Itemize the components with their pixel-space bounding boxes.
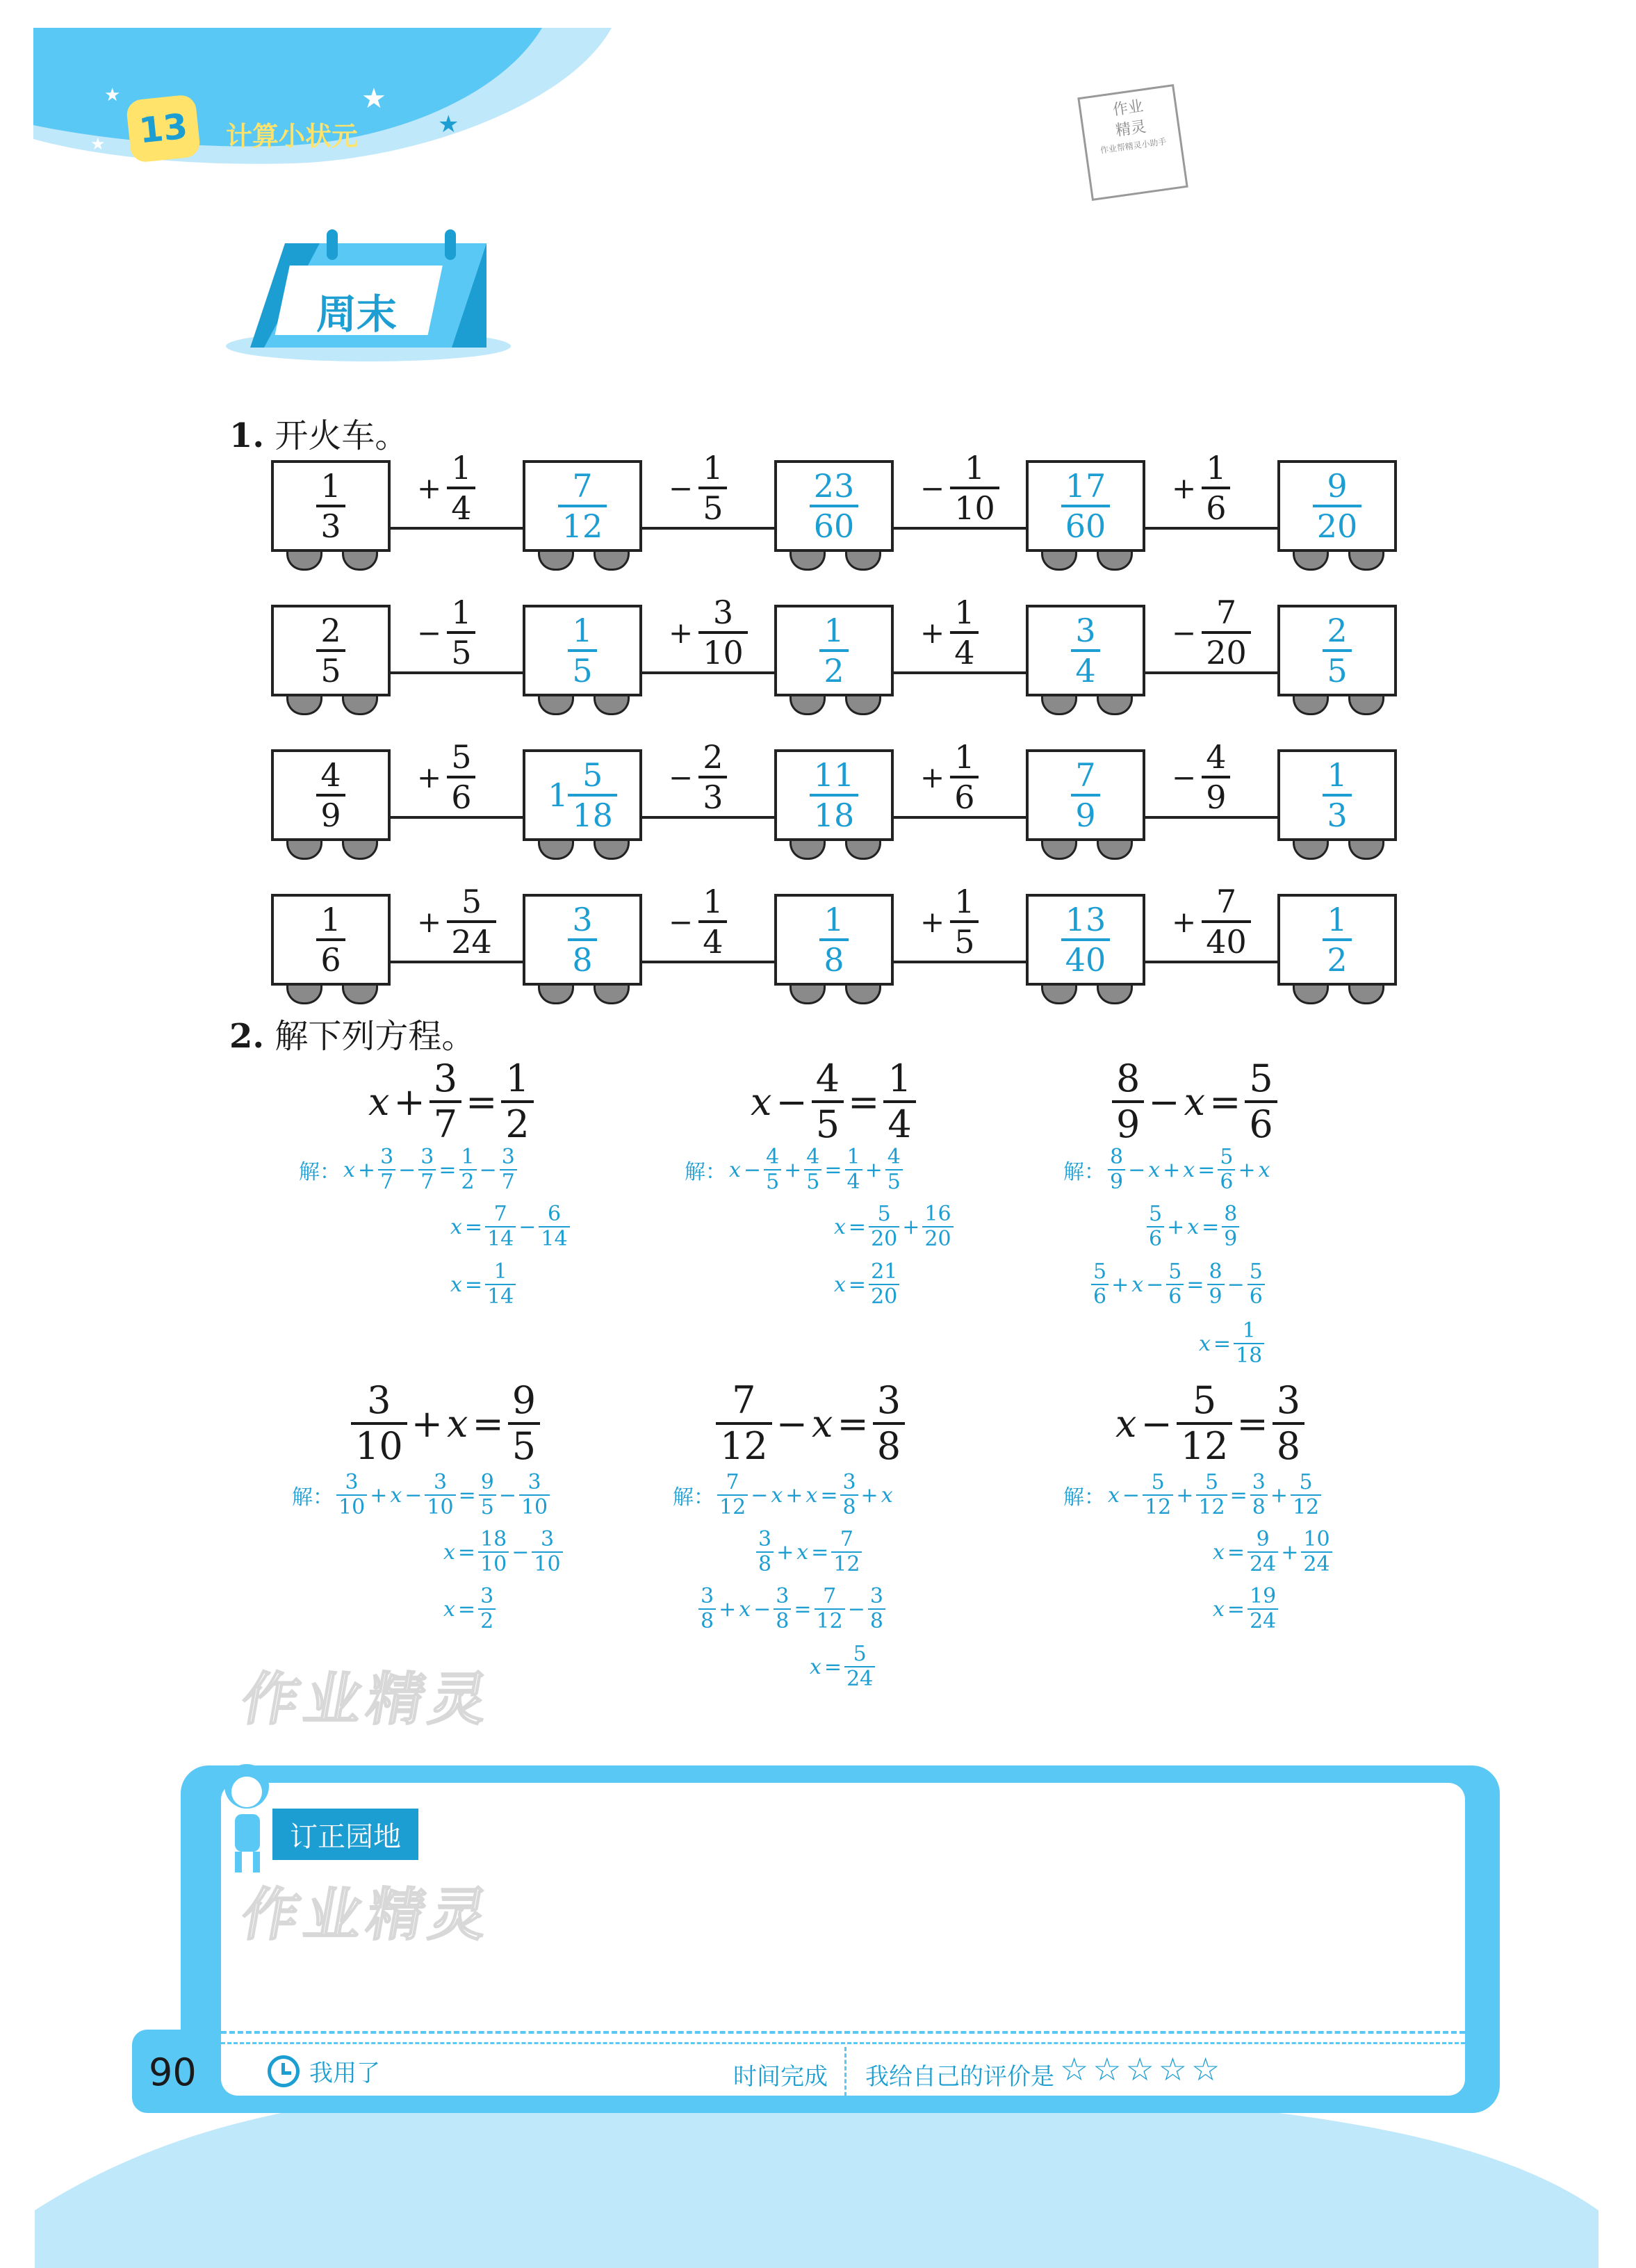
wheel [1097, 696, 1133, 715]
answer-whole: 1 [548, 776, 568, 814]
wheel [538, 841, 574, 860]
divider-vertical [844, 2047, 846, 2103]
wheel [1097, 552, 1133, 571]
train-operation [669, 596, 748, 669]
watermark-text: 作业精灵 [236, 1667, 499, 1733]
fraction: $\frac{1}{2}$ [819, 614, 848, 687]
time-label: 我用了 [309, 2059, 380, 2087]
fraction: $\frac{7}{12}$ [558, 470, 607, 542]
train-operation [920, 738, 979, 816]
train-operation [1172, 883, 1251, 961]
fraction: $\frac{2}{3}$ [698, 741, 727, 813]
header-banner [0, 0, 1636, 209]
train-coupling [391, 671, 523, 674]
fraction: $\frac{1}{6}$ [950, 741, 979, 813]
page-number: 90 [149, 2050, 197, 2094]
train-coupling [391, 527, 523, 530]
train-operation [669, 738, 727, 816]
wheel [538, 552, 574, 571]
time-suffix: 时间完成 [733, 2063, 828, 2091]
train-coupling [894, 961, 1026, 963]
solution-6-step1: 解： x − $\frac{5}{12}$ + $\frac{5}{12}$ = $\frac{3}{8}$ + $\frac{5}{12}$ [1063, 1472, 1321, 1518]
badge-digits: 13 [137, 106, 190, 152]
divider-dashed [221, 2031, 1465, 2034]
train-car-answer [1026, 749, 1145, 841]
wheel [594, 552, 630, 571]
wheel [1348, 841, 1384, 860]
wheel [845, 696, 881, 715]
fraction: $\frac{3}{8}$ [568, 904, 596, 976]
fraction: $\frac{2}{5}$ [1323, 614, 1351, 687]
fraction: $\frac{7}{40}$ [1202, 886, 1251, 958]
solve-prefix: 解： [1063, 1160, 1105, 1184]
fraction: $\frac{5}{6}$ [447, 741, 475, 813]
solution-2-step2: x = $\frac{5}{20}$ + $\frac{16}{20}$ [834, 1204, 954, 1250]
equation-6: x − $\frac{5}{12}$ = $\frac{3}{8}$ [1115, 1382, 1304, 1465]
wheel [594, 841, 630, 860]
train-operation [920, 449, 999, 527]
solution-5-step3: $\frac{3}{8}$ + x − $\frac{3}{8}$ = $\frac{7}{12}$ − $\frac{3}{8}$ [698, 1586, 885, 1632]
fraction: $\frac{13}{40}$ [1061, 904, 1111, 976]
operator-sign: + [1172, 904, 1197, 939]
fraction: $\frac{1}{5}$ [950, 886, 979, 958]
answer [558, 467, 607, 545]
solution-2-step3: x = $\frac{21}{20}$ [834, 1262, 899, 1307]
wheel [1041, 552, 1077, 571]
svg-text:★: ★ [438, 111, 459, 138]
svg-text:★: ★ [104, 85, 121, 106]
fraction: $\frac{1}{5}$ [568, 614, 596, 687]
fraction: $\frac{7}{20}$ [1202, 596, 1251, 669]
wheel [286, 841, 322, 860]
fraction: $\frac{1}{5}$ [447, 596, 475, 669]
alarm-clock-icon [268, 2055, 300, 2087]
train-coupling [642, 816, 774, 819]
solve-prefix: 解： [299, 1160, 341, 1184]
series-title: 计算小状元 [226, 121, 359, 152]
q2-heading [229, 1009, 475, 1057]
fraction: $\frac{4}{9}$ [1202, 741, 1230, 813]
wheel [1097, 986, 1133, 1004]
wheel [790, 552, 826, 571]
wheel [1041, 696, 1077, 715]
fraction: $\frac{1}{2}$ [1323, 904, 1351, 976]
svg-text:★: ★ [90, 134, 106, 154]
wheel [286, 986, 322, 1004]
wheel [1293, 552, 1329, 571]
answer [568, 612, 596, 690]
wheel [594, 696, 630, 715]
wheel [286, 696, 322, 715]
answer [1071, 612, 1099, 690]
train-coupling [894, 671, 1026, 674]
fraction: $\frac{11}{18}$ [810, 759, 859, 831]
answer [1323, 901, 1351, 979]
solution-3-step4: x = $\frac{1}{18}$ [1199, 1321, 1264, 1366]
train-operation [1172, 449, 1230, 527]
wheel [845, 986, 881, 1004]
answer [1061, 901, 1111, 979]
wheel [1041, 986, 1077, 1004]
fraction: $\frac{1}{4}$ [447, 452, 475, 524]
train-operation [417, 596, 475, 669]
watermark-text-2: 作业精灵 [236, 1882, 499, 1948]
train-car-answer [774, 749, 894, 841]
solve-prefix: 解： [292, 1485, 334, 1510]
train-car-answer [1277, 460, 1397, 552]
wheel [790, 986, 826, 1004]
train-car-answer [1026, 605, 1145, 696]
wheel [342, 986, 378, 1004]
train-coupling [1145, 527, 1277, 530]
fraction: $\frac{23}{60}$ [810, 470, 859, 542]
time-row [268, 2054, 380, 2088]
fraction: $\frac{1}{3}$ [1323, 759, 1351, 831]
train-operation [920, 596, 979, 669]
solution-5-step1: 解： $\frac{7}{12}$ − x + x = $\frac{3}{8}$ + x [673, 1470, 893, 1519]
answer [810, 467, 859, 545]
solve-prefix: 解： [673, 1485, 714, 1510]
train-operation [1172, 738, 1230, 816]
fraction: $\frac{1}{6}$ [316, 904, 345, 976]
equation-2: x − $\frac{4}{5}$ = $\frac{1}{4}$ [751, 1060, 916, 1143]
train-coupling [894, 816, 1026, 819]
q2-title: 解下列方程。 [275, 1017, 475, 1056]
train-car-start [271, 460, 391, 552]
operator-sign: − [1172, 760, 1197, 794]
wheel [790, 696, 826, 715]
train-car-start [271, 605, 391, 696]
answer [1061, 467, 1111, 545]
solution-4-step1: 解： $\frac{3}{10}$ + x − $\frac{3}{10}$ = $\frac{9}{5}$ − $\frac{3}{10}$ [292, 1472, 550, 1518]
solution-3-step3: $\frac{5}{6}$ + x − $\frac{5}{6}$ = $\frac{8}{9}$ − $\frac{5}{6}$ [1091, 1262, 1265, 1307]
train-coupling [391, 961, 523, 963]
q1-title: 开火车。 [275, 416, 409, 455]
wheel [286, 552, 322, 571]
train-car-answer [1026, 894, 1145, 986]
solution-6-step2: x = $\frac{9}{24}$ + $\frac{10}{24}$ [1213, 1529, 1332, 1575]
operator-sign: − [920, 471, 945, 505]
equation-5: $\frac{7}{12}$ − x = $\frac{3}{8}$ [716, 1382, 905, 1465]
train-car-start [271, 749, 391, 841]
operator-sign: − [417, 615, 442, 650]
solution-4-step2: x = $\frac{18}{10}$ − $\frac{3}{10}$ [443, 1529, 563, 1575]
answer [568, 901, 596, 979]
operator-sign: − [669, 760, 694, 794]
train-car-answer [1026, 460, 1145, 552]
wheel [845, 552, 881, 571]
wheel [342, 552, 378, 571]
train-coupling [894, 527, 1026, 530]
train-coupling [642, 671, 774, 674]
wheel [538, 986, 574, 1004]
train-operation [920, 883, 979, 961]
train-coupling [642, 961, 774, 963]
solve-prefix: 解： [1063, 1485, 1105, 1510]
q1-heading [229, 409, 408, 457]
solution-6-step3: x = $\frac{19}{24}$ [1213, 1586, 1278, 1632]
fraction: $\frac{4}{9}$ [316, 759, 345, 831]
wheel [538, 696, 574, 715]
answer [810, 756, 859, 834]
operator-sign: − [1172, 615, 1197, 650]
solution-3-step2: $\frac{5}{6}$ + x = $\frac{8}{9}$ [1147, 1204, 1239, 1250]
answer [1071, 756, 1099, 834]
section-title: 周末 [316, 291, 398, 338]
equation-3: $\frac{8}{9}$ − x = $\frac{5}{6}$ [1112, 1060, 1277, 1143]
train-car-start [271, 894, 391, 986]
solution-1-step3: x = $\frac{1}{14}$ [450, 1262, 516, 1307]
wheel [1041, 841, 1077, 860]
stamp-line1: 作业 [1111, 97, 1145, 120]
fraction: $\frac{7}{9}$ [1071, 759, 1099, 831]
train-coupling [642, 527, 774, 530]
watermark-stamp [1077, 84, 1188, 201]
wheel [342, 841, 378, 860]
fraction: $\frac{2}{5}$ [316, 614, 345, 687]
answer [1313, 467, 1362, 545]
correction-title: 订正园地 [290, 1820, 401, 1853]
wheel [1293, 841, 1329, 860]
solution-1-step2: x = $\frac{7}{14}$ − $\frac{6}{14}$ [450, 1204, 570, 1250]
train-car-answer [523, 460, 642, 552]
fraction: $\frac{9}{20}$ [1313, 470, 1362, 542]
answer [1323, 612, 1351, 690]
wheel [790, 841, 826, 860]
operator-sign: + [920, 760, 945, 794]
fraction: $\frac{3}{10}$ [698, 596, 748, 669]
stamp-line2: 精灵 [1114, 118, 1147, 140]
fraction: $\frac{1}{3}$ [316, 470, 345, 542]
train-car-answer [774, 460, 894, 552]
series-badge [126, 94, 202, 163]
rating-label: 我给自己的评价是 [865, 2063, 1054, 2091]
solution-4-step3: x = $\frac{3}{2}$ [443, 1586, 496, 1632]
fraction: $\frac{5}{24}$ [447, 886, 496, 958]
fraction: $\frac{1}{4}$ [950, 596, 979, 669]
fraction: $\frac{1}{4}$ [698, 886, 727, 958]
stamp-line3: 作业帮精灵小助手 [1099, 136, 1168, 156]
train-car-answer [774, 605, 894, 696]
train-operation [1172, 596, 1251, 669]
wheel [594, 986, 630, 1004]
fraction: $\frac{3}{4}$ [1071, 614, 1099, 687]
train-car-answer [523, 894, 642, 986]
train-car-answer [523, 605, 642, 696]
operator-sign: + [417, 904, 442, 939]
equation-1: x + $\frac{3}{7}$ = $\frac{1}{2}$ [368, 1060, 534, 1143]
divider-dashed-2 [221, 2042, 1465, 2044]
train-operation [417, 883, 496, 961]
train-car-answer [1277, 894, 1397, 986]
solution-3-step1: 解： $\frac{8}{9}$ − x + x = $\frac{5}{6}$ + x [1063, 1145, 1270, 1194]
solution-2-step1: 解： x − $\frac{4}{5}$ + $\frac{4}{5}$ = $\frac{1}{4}$ + $\frac{4}{5}$ [685, 1147, 903, 1193]
operator-sign: + [920, 615, 945, 650]
train-operation [669, 449, 727, 527]
operator-sign: − [669, 471, 694, 505]
operator-sign: + [920, 904, 945, 939]
answer [548, 756, 617, 834]
operator-sign: + [417, 471, 442, 505]
train-operation [669, 883, 727, 961]
svg-text:★: ★ [361, 83, 386, 115]
solution-1-step1: 解： x + $\frac{3}{7}$ − $\frac{3}{7}$ = $\frac{1}{2}$ − $\frac{3}{7}$ [299, 1147, 517, 1193]
operator-sign: + [417, 760, 442, 794]
train-coupling [1145, 671, 1277, 674]
solution-5-step2: $\frac{3}{8}$ + x = $\frac{7}{12}$ [756, 1529, 862, 1575]
q2-number: 2. [229, 1017, 265, 1056]
operator-sign: + [1172, 471, 1197, 505]
rating-stars[interactable]: ☆☆☆☆☆ [1060, 2050, 1225, 2088]
wheel [1348, 552, 1384, 571]
train-car-answer [774, 894, 894, 986]
train-car-answer [1277, 749, 1397, 841]
wheel [342, 696, 378, 715]
wheel [1348, 696, 1384, 715]
answer [819, 612, 848, 690]
wheel [1097, 841, 1133, 860]
fraction: $\frac{17}{60}$ [1061, 470, 1111, 542]
train-coupling [1145, 816, 1277, 819]
train-coupling [391, 816, 523, 819]
answer [1323, 756, 1351, 834]
wheel [1348, 986, 1384, 1004]
train-operation [417, 738, 475, 816]
equation-4: $\frac{3}{10}$ + x = $\frac{9}{5}$ [351, 1382, 540, 1465]
fraction: $\frac{1}{10}$ [950, 452, 999, 524]
train-operation [417, 449, 475, 527]
wheel [1293, 986, 1329, 1004]
fraction: $\frac{1}{5}$ [698, 452, 727, 524]
wheel [1293, 696, 1329, 715]
solve-prefix: 解： [685, 1160, 726, 1184]
q1-number: 1. [229, 416, 265, 455]
correction-title-tab [272, 1809, 418, 1860]
fraction: $\frac{1}{6}$ [1202, 452, 1230, 524]
train-car-answer [523, 749, 642, 841]
solution-5-step4: x = $\frac{5}{24}$ [810, 1644, 875, 1690]
fraction: $\frac{1}{8}$ [819, 904, 848, 976]
operator-sign: − [669, 904, 694, 939]
operator-sign: + [669, 615, 694, 650]
answer [819, 901, 848, 979]
train-car-answer [1277, 605, 1397, 696]
wheel [845, 841, 881, 860]
fraction: $\frac{5}{18}$ [568, 759, 617, 831]
train-coupling [1145, 961, 1277, 963]
